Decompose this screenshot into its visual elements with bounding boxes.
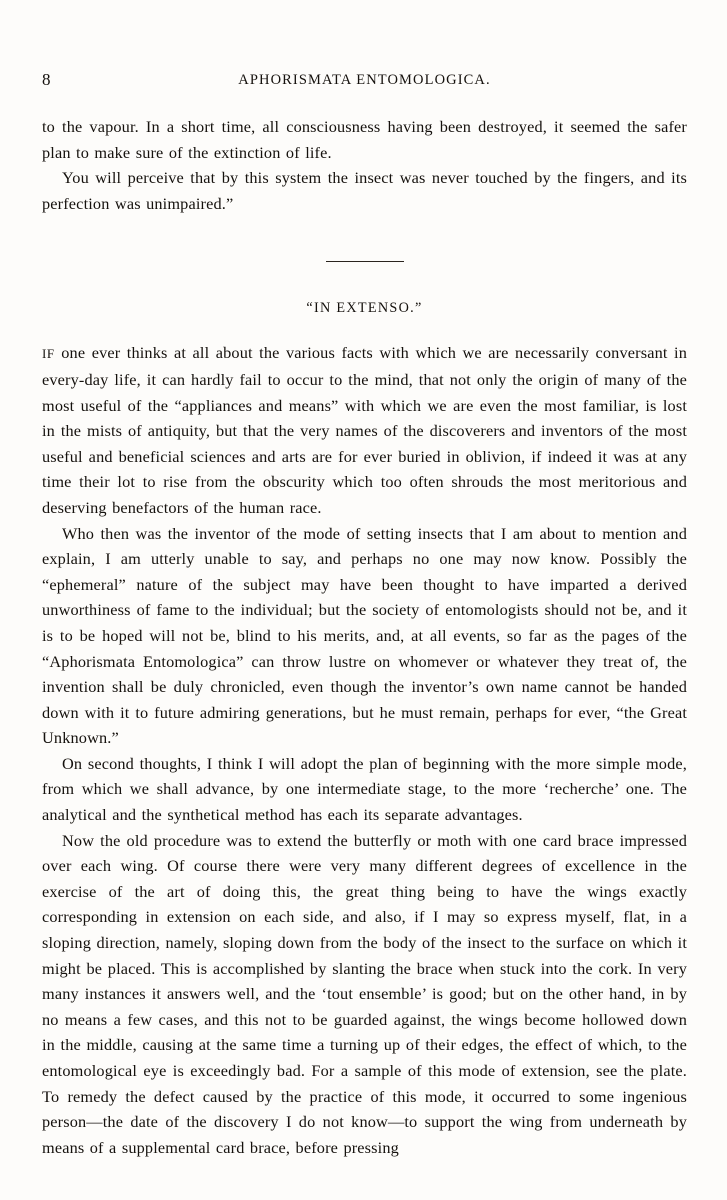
lead-paragraph <box>42 340 687 520</box>
section-divider <box>42 252 687 270</box>
lead-paragraph-text: one ever thinks at all about the various facts with which we are necessarily conversant in every-day life, it can hardly fail to occur to the mind, that not only the origin of many of the most useful of the “appliances and means” with which we are even the most familiar, is lost in the mists of antiquity, but that the very names of the discoverers and inventors of the most useful and beneficial sciences and arts are for ever buried in oblivion, if indeed it was at any time their lot to rise from the obscurity which too often shrouds the most meritorious and deserving benefactors of the human race. <box>42 343 687 517</box>
horizontal-rule <box>326 261 404 262</box>
page-number: 8 <box>42 70 51 89</box>
paragraph: to the vapour. In a short time, all consciousness having been destroyed, it seemed the safer plan to make sure of the extinction of life. <box>42 117 687 162</box>
paragraph: You will perceive that by this system the insect was never touched by the fingers, and its perfection was unimpaired.” <box>42 168 687 213</box>
top-section <box>42 114 687 216</box>
page-content <box>42 70 687 1160</box>
drop-smallcaps: IF <box>42 346 55 362</box>
in-extenso-section <box>42 340 687 1160</box>
paragraph: Now the old procedure was to extend the butterfly or moth with one card brace impressed over each wing. Of course there were very many different degrees of excellence in the exercise of the art of doing this, the great thing being to have the wings exactly corresponding in extension on each side, and also, if I may so express myself, flat, in a sloping direction, namely, sloping down from the body of the insect to the surface on which it might be placed. This is accomplished by slanting the brace when stuck into the cork. In very many instances it answers well, and the ‘tout ensemble’ is good; but on the other hand, in by no means a few cases, and this not to be guarded against, the wings become hollowed down in the middle, causing at the same time a turning up of their edges, the effect of which, to the entomological eye is exceedingly bad. For a sample of this mode of extension, see the plate. To remedy the defect caused by the practice of this mode, it occurred to some ingenious person—the date of the discovery I do not know—to support the wing from underneath by means of a supplemental card brace, before pressing <box>42 830 687 1157</box>
paragraph: Who then was the inventor of the mode of setting insects that I am about to mention and explain, I am utterly unable to say, and perhaps no one may now know. Possibly the “ephemeral” nature of the subject may have been thought to have imparted a derived unworthiness of fame to the individual; but the society of entomologists should not be, and it is to be hoped will not be, blind to his merits, and, at all events, so far as the pages of the “Aphorismata Entomologica” can throw lustre on whomever or whatever they treat of, the invention shall be duly chronicled, even though the inventor’s own name cannot be handed down with it to future admiring generations, but he must remain, perhaps for ever, “the Great Unknown.” <box>42 523 687 748</box>
running-head: APHORISMATA ENTOMOLOGICA. <box>238 72 491 88</box>
section-title: “IN EXTENSO.” <box>306 300 423 317</box>
page-header <box>42 70 687 96</box>
paragraph: On second thoughts, I think I will adopt the plan of beginning with the more simple mode, from which we shall advance, by one intermediate stage, to the more ‘recherche’ one. The analytical and the synthetical method has each its separate advantages. <box>42 753 687 825</box>
